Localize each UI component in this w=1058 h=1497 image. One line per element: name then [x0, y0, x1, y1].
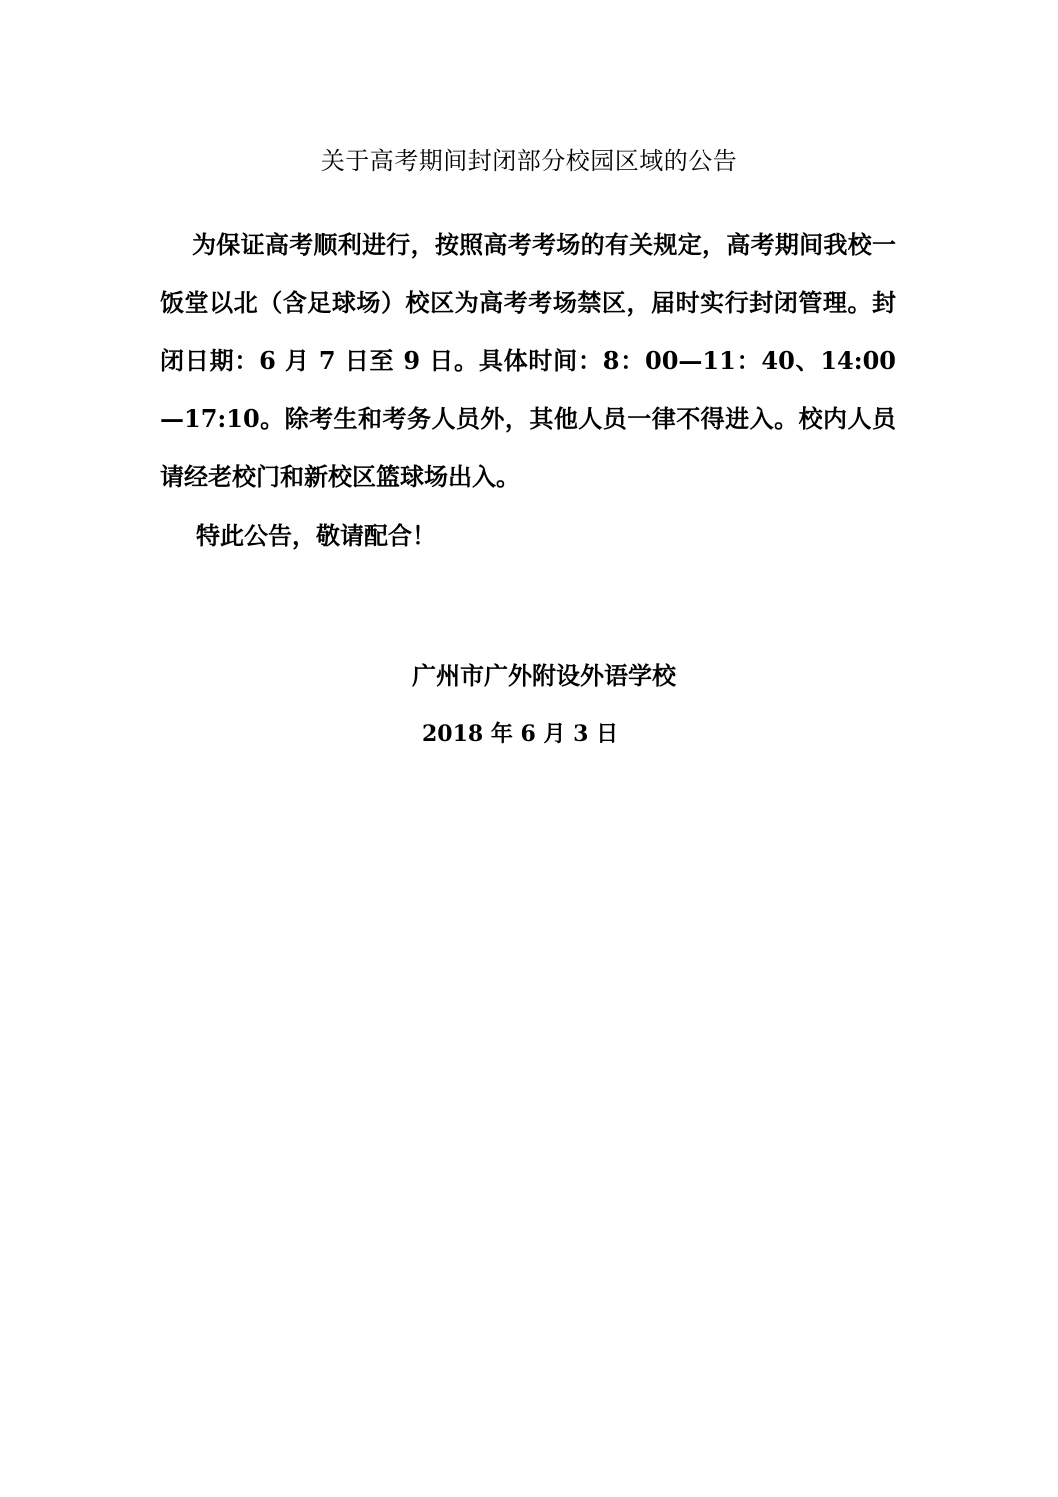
notice-date: 2018 年 6 月 3 日: [422, 721, 619, 747]
notice-closing: 特此公告，敬请配合！: [196, 521, 436, 550]
issuing-organization: 广州市广外附设外语学校: [412, 661, 676, 690]
notice-body: 为保证高考顺利进行，按照高考考场的有关规定，高考期间我校一饭堂以北（含足球场）校区为高考考场禁区，届时实行封闭管理。封闭日期：6 月 7 日至 9 日。具体时间：8：00—11：40、14:00—17:10。除考生和考务人员外，其他人员一律不得进入。校内人员请经老校门和新校区篮球场出入。: [160, 230, 896, 491]
notice-title: 关于高考期间封闭部分校园区域的公告: [320, 147, 738, 175]
